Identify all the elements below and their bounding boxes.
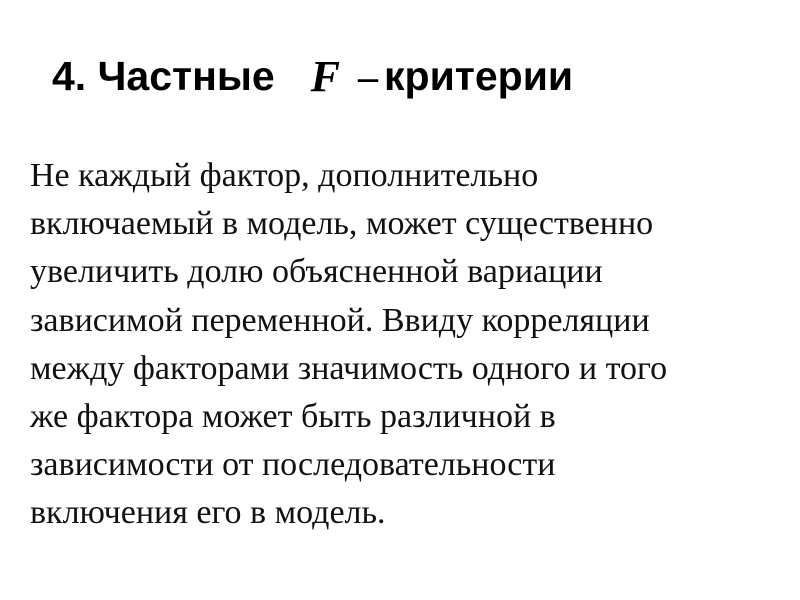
body-line-1: Не каждый фактор, дополнительно	[30, 157, 539, 194]
body-paragraph	[30, 152, 790, 538]
body-line-7: зависимости от последовательности	[30, 446, 556, 484]
title-math-symbol: F	[310, 51, 341, 101]
slide-title	[52, 44, 573, 108]
body-line-8: включения его в модель.	[30, 494, 386, 532]
title-number-and-word: 4. Частные	[52, 52, 275, 99]
body-line-4: зависимой переменной. Ввиду корреляции	[30, 301, 650, 339]
title-tail-word: критерии	[384, 52, 574, 99]
body-line-5: между факторами значимость одного и того	[30, 349, 668, 387]
body-line-6: же фактора может быть различной в	[30, 398, 556, 436]
body-line-3: увеличить долю объясненной вариации	[30, 253, 603, 291]
title-dash: –	[358, 53, 379, 99]
body-line-2: включаемый в модель, может существенно	[30, 205, 654, 243]
